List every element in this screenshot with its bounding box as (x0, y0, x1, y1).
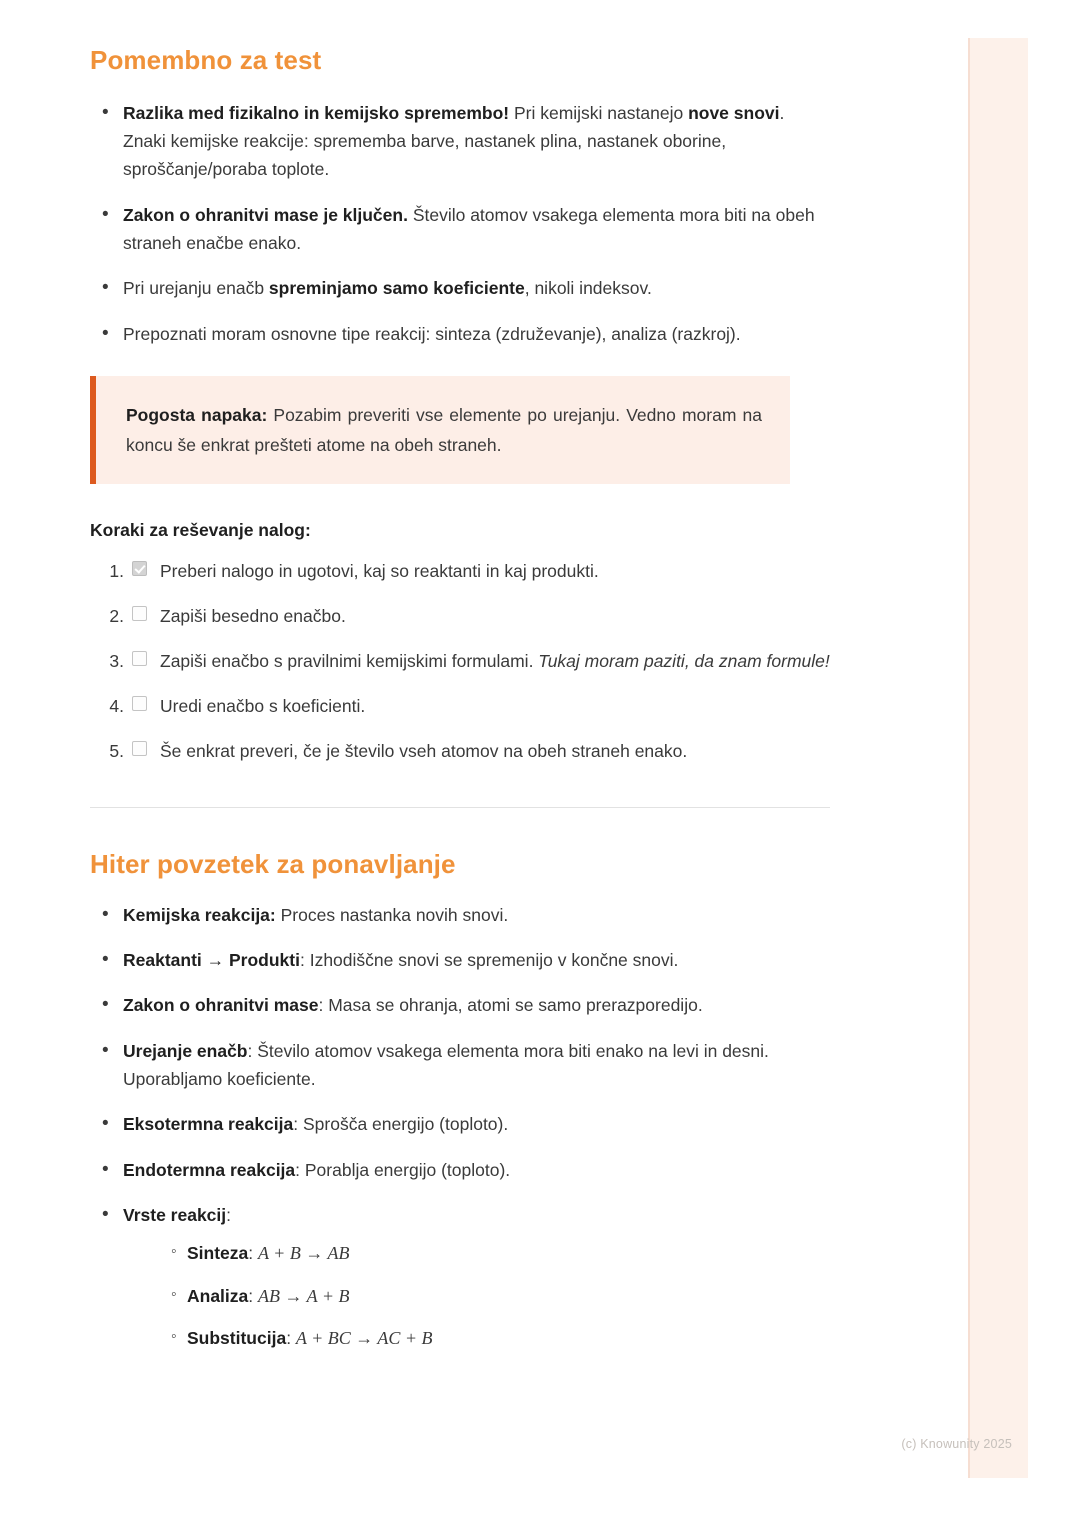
summary-term: Reaktanti → Produkti (123, 949, 300, 970)
step-text: Uredi enačbo s koeficienti. (160, 696, 366, 717)
callout-text (126, 400, 762, 460)
list-item (90, 1110, 830, 1138)
list-item (90, 320, 830, 348)
summary-def: : Izhodiščne snovi se spremenijo v končne snovi. (299, 949, 679, 970)
summary-def: : (226, 1205, 232, 1225)
list-item (90, 602, 830, 630)
bullet-text-b: . Znaki kemijske reakcije: sprememba barve, nastanek plina, nastanek oborine, sproščanje/poraba toplote. (123, 102, 785, 180)
step-checkbox[interactable] (132, 606, 147, 621)
bullet-text-a: Pri kemijski nastanejo (509, 102, 689, 123)
step-text: Zapiši besedno enačbo. (160, 606, 346, 627)
list-item (90, 647, 830, 675)
summary-term: Eksotermna reakcija (123, 1114, 294, 1135)
list-item (90, 99, 830, 184)
reaction-type-name: Substitucija (187, 1327, 287, 1348)
list-item (159, 1282, 830, 1311)
test-bullet-list (90, 99, 830, 348)
list-item (90, 274, 830, 302)
list-item (159, 1239, 830, 1268)
summary-def: : Sprošča energijo (toploto). (293, 1114, 509, 1135)
summary-def: : Masa se ohranja, atomi se samo prerazporedijo. (318, 995, 703, 1016)
summary-term: Zakon o ohranitvi mase (123, 995, 319, 1016)
decorative-right-band (968, 38, 1028, 1478)
list-item (90, 557, 830, 585)
step-checkbox[interactable] (132, 651, 147, 666)
steps-heading: Koraki za reševanje nalog: (90, 520, 311, 541)
list-item (159, 1324, 830, 1353)
reaction-formula: AB → A + B (258, 1285, 350, 1306)
summary-term: Urejanje enačb (123, 1040, 248, 1061)
step-checkbox[interactable] (132, 741, 147, 756)
section-divider (90, 807, 830, 808)
summary-def: : Porablja energijo (toploto). (295, 1159, 511, 1180)
step-text: Še enkrat preveri, če je število vseh atomov na obeh straneh enako. (160, 741, 688, 762)
list-item (90, 901, 830, 929)
reaction-formula: A + BC → AC + B (295, 1327, 433, 1348)
summary-def: Proces nastanka novih snovi. (275, 904, 509, 925)
step-text-italic: Tukaj moram paziti, da znam formule! (538, 651, 830, 672)
list-item (90, 1201, 830, 1353)
list-item (90, 1037, 830, 1094)
bullet-text-a: Pri urejanju enačb (123, 278, 269, 299)
bullet-bold-lead: Razlika med fizikalno in kemijsko spremembo! (123, 102, 510, 123)
reaction-type-name: Sinteza (187, 1243, 249, 1264)
bullet-text-a: Število atomov vsakega elementa mora biti na obeh straneh enačbe enako. (123, 204, 815, 253)
summary-term: Kemijska reakcija: (123, 904, 276, 925)
list-item (90, 737, 830, 765)
document-content (90, 44, 830, 1370)
reaction-sep: : (248, 1285, 259, 1306)
summary-term: Vrste reakcij (123, 1205, 227, 1225)
bullet-bold-inline: nove snovi (688, 102, 780, 123)
callout-accent-bar (90, 376, 96, 484)
decorative-right-band-line (968, 38, 970, 1478)
reaction-type-name: Analiza (187, 1285, 249, 1306)
summary-title: Hiter povzetek za ponavljanje (90, 849, 456, 880)
list-item (90, 692, 830, 720)
step-checkbox[interactable] (132, 561, 147, 576)
footer-copyright: (c) Knowunity 2025 (901, 1437, 1012, 1451)
step-text: Zapiši enačbo s pravilnimi kemijskimi formulami. (160, 651, 539, 672)
step-text: Preberi nalogo in ugotovi, kaj so reaktanti in kaj produkti. (160, 561, 599, 582)
list-item (90, 201, 830, 258)
steps-list (90, 557, 830, 765)
common-mistake-callout (90, 376, 790, 484)
reaction-types-list (159, 1239, 830, 1352)
reaction-sep: : (248, 1243, 259, 1264)
reaction-formula: A + B → AB (258, 1243, 350, 1264)
list-item (90, 946, 830, 974)
bullet-text-b: , nikoli indeksov. (524, 278, 652, 299)
callout-label: Pogosta napaka: (126, 404, 268, 425)
bullet-text-a: Prepoznati moram osnovne tipe reakcij: sinteza (združevanje), analiza (razkroj). (123, 323, 741, 344)
bullet-bold-lead: Zakon o ohranitvi mase je ključen. (123, 204, 408, 225)
summary-bullet-list (90, 901, 830, 1353)
summary-term: Endotermna reakcija (123, 1159, 296, 1180)
summary-def: : Število atomov vsakega elementa mora biti enako na levi in desni. Uporabljamo koeficiente. (123, 1040, 769, 1089)
page-title: Pomembno za test (90, 45, 322, 75)
step-checkbox[interactable] (132, 696, 147, 711)
reaction-sep: : (286, 1327, 296, 1348)
bullet-bold-inline: spreminjamo samo koeficiente (268, 278, 525, 299)
callout-body: Pozabim preveriti vse elemente po urejanju. Vedno moram na koncu še enkrat prešteti atome na obeh straneh. (126, 404, 762, 455)
list-item (90, 1156, 830, 1184)
list-item (90, 991, 830, 1019)
